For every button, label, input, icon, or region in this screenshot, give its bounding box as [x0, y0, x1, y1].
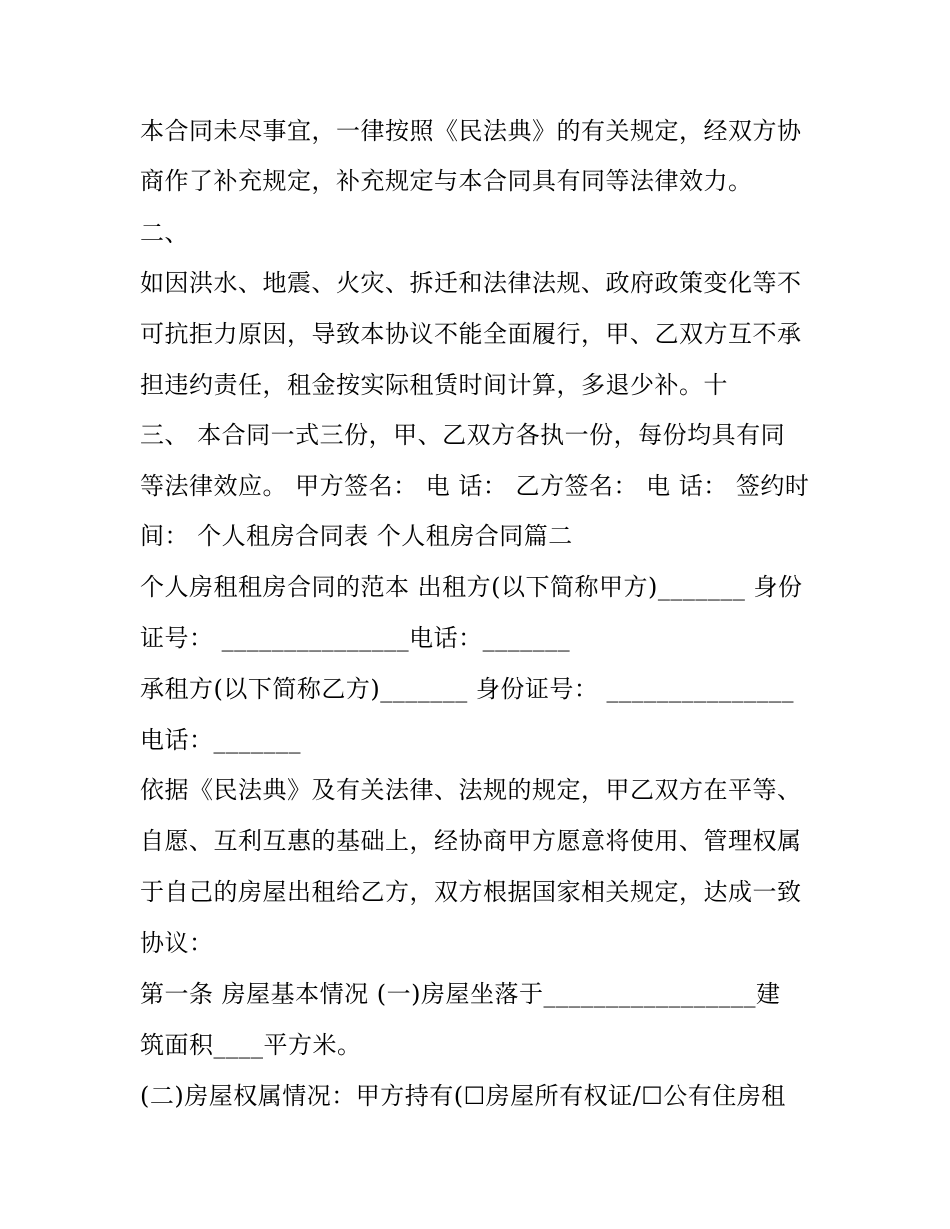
section-heading: 二、	[140, 219, 189, 247]
text-line: 证号： _______________电话：_______	[140, 624, 571, 652]
text-line: 个人房租租房合同的范本 出租方(以下简称甲方)_______ 身份	[140, 573, 803, 601]
text-line: 第一条 房屋基本情况 (一)房屋坐落于_________________建	[140, 980, 781, 1008]
text-line: 等法律效应。 甲方签名： 电 话： 乙方签名： 电 话： 签约时	[140, 472, 810, 500]
text-line: 三、 本合同一式三份，甲、乙双方各执一份，每份均具有同	[140, 421, 786, 449]
text-line: 协议：	[140, 929, 214, 957]
text-line: 筑面积____平方米。	[140, 1031, 362, 1059]
text-line: 担违约责任，租金按实际租赁时间计算，多退少补。十	[140, 371, 728, 399]
text-line: 承租方(以下简称乙方)_______ 身份证号： _______________	[140, 675, 794, 703]
text-line: 电话：_______	[140, 726, 301, 754]
text-line: 本合同未尽事宜，一律按照《民法典》的有关规定，经双方协	[140, 117, 802, 145]
text-line: (二)房屋权属情况：甲方持有(☐房屋所有权证/☐公有住房租	[140, 1082, 786, 1110]
text-line: 自愿、互利互惠的基础上，经协商甲方愿意将使用、管理权属	[140, 827, 802, 855]
text-line: 可抗拒力原因，导致本协议不能全面履行，甲、乙双方互不承	[140, 320, 802, 348]
text-line: 商作了补充规定，补充规定与本合同具有同等法律效力。	[140, 167, 753, 195]
text-line: 于自己的房屋出租给乙方，双方根据国家相关规定，达成一致	[140, 878, 802, 906]
text-line: 依据《民法典》及有关法律、法规的规定，甲乙双方在平等、	[140, 776, 802, 804]
text-line: 间： 个人租房合同表 个人租房合同篇二	[140, 522, 573, 550]
text-line: 如因洪水、地震、火灾、拆迁和法律法规、政府政策变化等不	[140, 269, 802, 297]
